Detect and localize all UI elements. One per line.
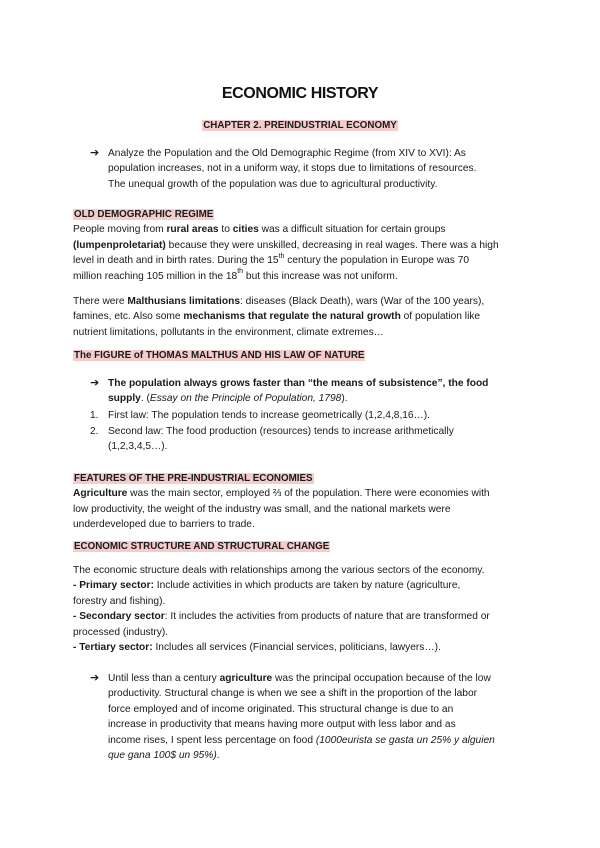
old-regime-p1-line2: (lumpenproletariat) because they were unskilled, decreasing in real wages. There was a high [73,239,499,251]
old-regime-p1-line3: level in death and in birth rates. During the 15th century the population in Europe was 70 [73,252,470,267]
malthus-heading: The FIGURE of THOMAS MALTHUS AND HIS LAW OF NATURE [74,350,365,361]
document-page: ECONOMIC HISTORY CHAPTER 2. PREINDUSTRIAL ECONOMY ➔ Analyze the Population and the Old Demographic Regime (from XIV to XVI): As population increases, not in a uniform way, it stops due to limitations of resources. The unequal growth of the population was due to agricultural productivity. OLD DEMOGRAPHIC REGIME People moving from rural areas to cities was a difficult situation for certain groups (lumpenproletariat) because they were unskilled, decreasing in real wages. There was a high level in death and in birth rates. During the 15th century the population in Europe was 70 million reaching 105 million in the 18th but this increase was not uniform. There were Malthusians limitations: diseases (Black Death), wars (War of the 100 years), famines, etc. Also some mechanisms that regulate the natural growth of population like nutrient limitations, pollutants in the environment, climate extremes… The FIGURE of THOMAS MALTHUS AND HIS LAW OF NATURE ➔ The population always grows faster than “the means of subsistence”, the food supply. (Essay on the Principle of Population, 1798). 1. First law: The population tends to increase geometrically (1,2,4,8,16…). 2. Second law: The food production (resources) tends to increase arithmetically (1,2,3,4,5…). FEATURES OF THE PRE-INDUSTRIAL ECONOMIES Agriculture was the main sector, employed ⅔ of the population. There were economies with low productivity, the weight of the industry was small, and the national markets were underdeveloped due to barriers to trade. ECONOMIC STRUCTURE AND STRUCTURAL CHANGE The economic structure deals with relationships among the various sectors of the economy. - Primary sector: Include activities in which products are taken by nature (agriculture, forestry and fishing). - Secondary sector: It includes the activities from products of nature that are transformed or processed (industry). - Tertiary sector: Includes all services (Financial services, politicians, lawyers…). ➔ Until less than a century agriculture was the principal occupation because of the low productivity. Structural change is when we see a shift in the proportion of the labor force employed and of income originated. This structural change is due to an increase in productivity that means having more output with less labor and as income rises, I spent less percentage on food (1000eurista se gasta un 25% y alguien que gana 100$ un 95%). [0,0,600,848]
features-section: FEATURES OF THE PRE-INDUSTRIAL ECONOMIES Agriculture was the main sector, employed ⅔ of the population. There were economies with low productivity, the weight of the industry was small, and the national markets were underdeveloped due to barriers to trade. [73,473,490,531]
old-regime-p1-line4: million reaching 105 million in the 18th but this increase was not uniform. [73,268,398,282]
arrow-icon: ➔ [90,377,100,389]
chapter-heading [0,118,600,133]
old-regime-section [73,207,528,284]
document-title: ECONOMIC HISTORY [221,85,379,102]
features-heading: FEATURES OF THE PRE-INDUSTRIAL ECONOMIES [74,473,313,484]
structure-heading: ECONOMIC STRUCTURE AND STRUCTURAL CHANGE [74,541,330,552]
old-regime-heading: OLD DEMOGRAPHIC REGIME [74,209,214,220]
malthus-section [73,348,528,363]
structure-section [73,539,528,554]
intro-line-3: The unequal growth of the population was due to agricultural productivity. [108,178,438,190]
intro-line-1: Analyze the Population and the Old Demographic Regime (from XIV to XVI): As [108,148,466,159]
intro-line-2: population increases, not in a uniform way, it stops due to limitations of resources. [108,163,477,175]
chapter-heading-text: CHAPTER 2. PREINDUSTRIAL ECONOMY [203,120,397,131]
arrow-icon: ➔ [90,672,100,684]
arrow-icon: ➔ [90,147,100,159]
old-regime-p1-line1: People moving from rural areas to cities was a difficult situation for certain groups [73,224,446,236]
structure-body: The economic structure deals with relationships among the various sectors of the economy. - Primary sector: Include activities in which products are taken by nature (agriculture, forestry and fishing). - Secondary sector: It includes the activities from products of nature that are transformed or processed (industry). - Tertiary sector: Includes all services (Financial services, politicians, lawyers…). [73,565,490,654]
old-regime-p2: There were Malthusians limitations: diseases (Black Death), wars (War of the 100 years), famines, etc. Also some mechanisms that regulate the natural growth of population like nutrient limitations, pollutants in the environment, climate extremes… [73,296,485,338]
